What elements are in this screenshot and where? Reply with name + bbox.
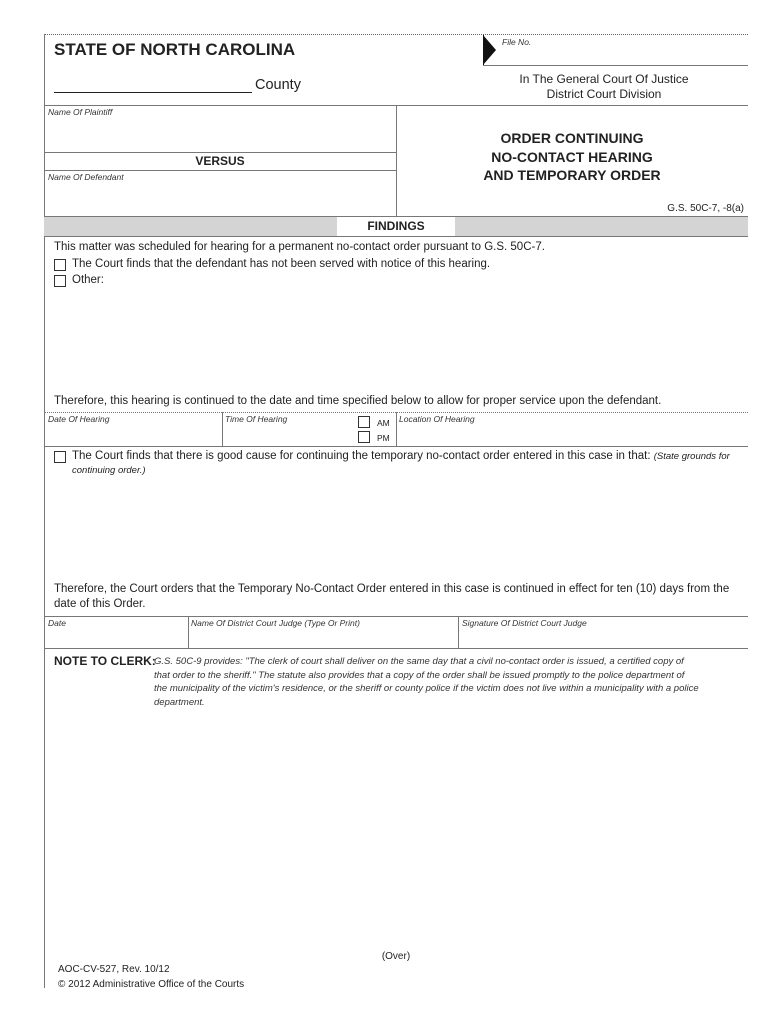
good-cause-note: (State grounds for xyxy=(653,451,730,462)
form-number: AOC-CV-527, Rev. 10/12 xyxy=(58,964,170,975)
date-of-hearing-label: Date Of Hearing xyxy=(48,414,110,424)
state-title: STATE OF NORTH CAROLINA xyxy=(54,40,296,59)
date-label: Date xyxy=(48,618,66,628)
document-title xyxy=(396,129,748,185)
note-to-clerk-text xyxy=(154,655,699,709)
good-cause-main: The Court finds that there is good cause for continuing the temporary no-contact order entered in this case in that: xyxy=(72,450,651,462)
note-line: department. xyxy=(154,696,205,708)
statute-ref: G.S. 50C-7, -8(a) xyxy=(667,203,744,214)
therefore-continued: Therefore, this hearing is continued to the date and time specified below to allow for proper service upon the defendant. xyxy=(54,395,662,407)
arrow-icon xyxy=(483,35,496,65)
good-cause-note2: continuing order.) xyxy=(72,465,146,476)
time-of-hearing-label: Time Of Hearing xyxy=(225,414,288,424)
defendant-label: Name Of Defendant xyxy=(48,172,124,182)
title-line1: ORDER CONTINUING xyxy=(500,130,644,146)
divider xyxy=(44,446,748,447)
left-border xyxy=(44,34,45,988)
divider xyxy=(44,616,748,617)
plaintiff-label: Name Of Plaintiff xyxy=(48,107,113,117)
file-no-line[interactable] xyxy=(483,65,748,66)
order-line2: date of this Order. xyxy=(54,598,146,610)
file-no-divider xyxy=(483,35,484,65)
other-checkbox[interactable] xyxy=(54,275,66,287)
findings-heading: FINDINGS xyxy=(337,217,455,236)
court-line2: District Court Division xyxy=(546,87,662,101)
top-border xyxy=(44,34,748,35)
file-no-label: File No. xyxy=(502,37,532,47)
note-to-clerk-label: NOTE TO CLERK: xyxy=(54,654,156,668)
pm-checkbox[interactable] xyxy=(358,431,370,443)
am-checkbox[interactable] xyxy=(358,416,370,428)
signature-label: Signature Of District Court Judge xyxy=(462,618,587,628)
not-served-text: The Court finds that the defendant has not been served with notice of this hearing. xyxy=(72,258,491,270)
judge-name-label: Name Of District Court Judge (Type Or Print) xyxy=(191,618,360,628)
title-line2: NO-CONTACT HEARING xyxy=(491,148,653,165)
divider xyxy=(44,152,396,153)
divider xyxy=(222,412,223,446)
findings-intro: This matter was scheduled for hearing for a permanent no-contact order pursuant to G.S. 50C-7. xyxy=(54,241,545,253)
note-line: the municipality of the victim's residence, or the sheriff or county police if the victim does not live within a municipality with a police xyxy=(154,683,699,694)
copyright: © 2012 Administrative Office of the Courts xyxy=(58,979,245,990)
good-cause-text xyxy=(72,450,730,462)
divider xyxy=(396,412,397,446)
location-of-hearing-label: Location Of Hearing xyxy=(399,414,475,424)
divider xyxy=(44,170,396,171)
pm-label: PM xyxy=(377,433,390,443)
county-label: County xyxy=(255,77,301,93)
county-field[interactable] xyxy=(54,92,252,93)
note-line: G.S. 50C-9 provides: "The clerk of court shall deliver on the same day that a civil no-contact order is issued, a certified copy of xyxy=(154,656,684,667)
other-label: Other: xyxy=(72,274,104,286)
note-line: that order to the sheriff." The statute also provides that a copy of the order shall be issued promptly to the police department of xyxy=(154,669,685,681)
good-cause-checkbox[interactable] xyxy=(54,451,66,463)
versus-label: VERSUS xyxy=(195,154,245,168)
not-served-checkbox[interactable] xyxy=(54,259,66,271)
am-label: AM xyxy=(377,418,390,428)
court-line1: In The General Court Of Justice xyxy=(519,72,689,86)
divider xyxy=(44,648,748,649)
divider xyxy=(188,616,189,648)
divider xyxy=(458,616,459,648)
order-line1: Therefore, the Court orders that the Temporary No-Contact Order entered in this case is continued in effect for ten (10) days from the xyxy=(54,583,730,595)
over-label: (Over) xyxy=(381,951,411,962)
title-line3: AND TEMPORARY ORDER xyxy=(483,167,661,183)
